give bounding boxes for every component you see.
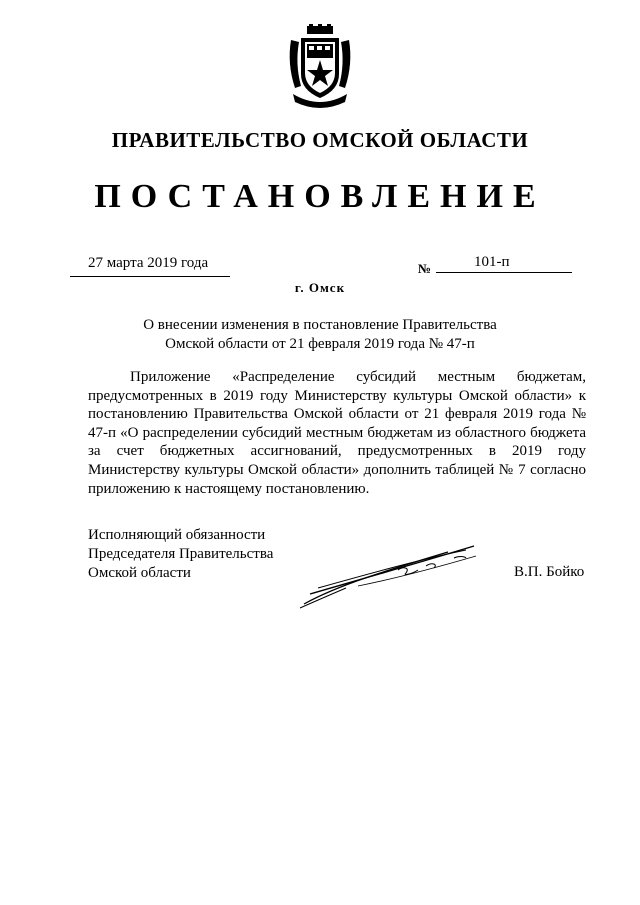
signer-position-line-1: Исполняющий обязанности [88,527,266,543]
handwritten-signature [298,530,488,610]
coat-of-arms-icon [287,24,353,108]
document-type-title: ПОСТАНОВЛЕНИЕ [94,178,546,215]
signer-position-line-2: Председателя Правительства [88,546,274,562]
signer-position [88,526,273,583]
number-label: № [418,261,432,276]
subject-line-1: О внесении изменения в постановление Правительства [143,317,497,333]
document-city: г. Омск [294,280,346,295]
organization-title: ПРАВИТЕЛЬСТВО ОМСКОЙ ОБЛАСТИ [111,128,529,152]
subject-line-2: Омской области от 21 февраля 2019 года № 47-п [165,336,475,352]
document-date: 27 марта 2019 года [88,255,209,271]
document-number: 101-п [474,254,510,270]
signer-name: В.П. Бойко [514,564,585,580]
document-subject [0,316,640,354]
body-paragraph: Приложение «Распределение субсидий местным бюджетам, предусмотренных в 2019 году Министерству культуры Омской области» к постановлению Правительства Омской области от 21 февраля 2019 года № 47-п «О распределении субсидий местным бюджетам из областного бюджета за счет бюджетных ассигнований, предусмотренных в 2019 году Министерству культуры Омской области» дополнить таблицей № 7 согласно приложению к настоящему постановлению. [88,369,586,497]
signer-position-line-3: Омской области [88,565,191,581]
